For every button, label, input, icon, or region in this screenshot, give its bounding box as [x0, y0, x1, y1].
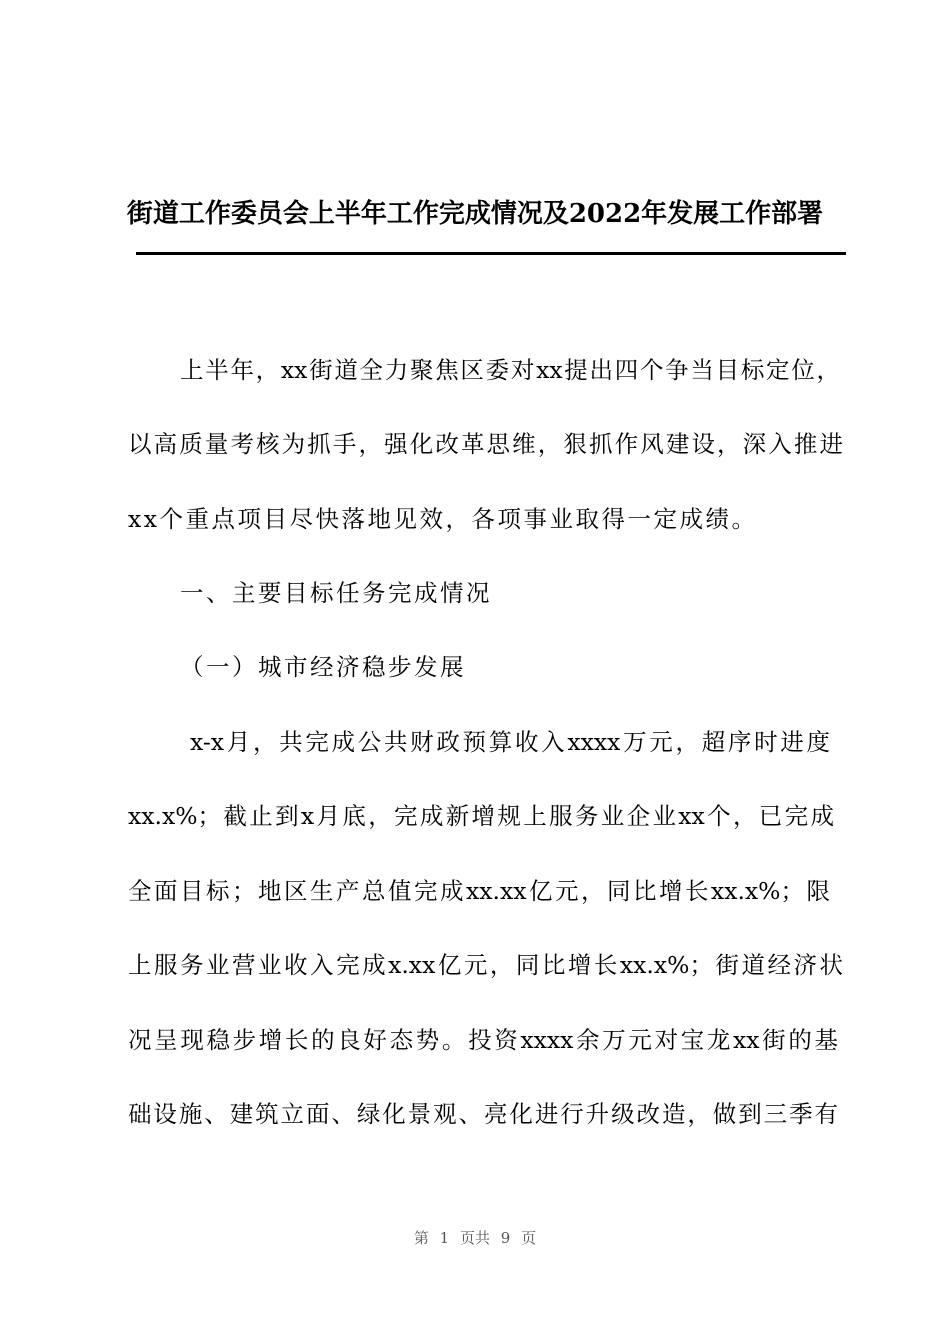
- body-line-1: 上半年，xx街道全力聚焦区委对xx提出四个争当目标定位，: [180, 356, 840, 384]
- page-footer: 第 1 页共 9 页: [413, 1229, 537, 1247]
- section-heading: 一、主要目标任务完成情况: [180, 579, 492, 607]
- title-underline: [136, 252, 846, 255]
- body-line-9: 础设施、建筑立面、绿化景观、亮化进行升级改造，做到三季有: [128, 1100, 838, 1128]
- body-line-6: 全面目标；地区生产总值完成xx.xx亿元，同比增长xx.x%；限: [128, 877, 830, 905]
- body-line-8: 况呈现稳步增长的良好态势。投资xxxx余万元对宝龙xx街的基: [128, 1026, 838, 1054]
- body-line-5: xx.x%；截止到x月底，完成新增规上服务业企业xx个，已完成: [128, 802, 834, 830]
- body-line-2: 以高质量考核为抓手，强化改革思维，狠抓作风建设，深入推进: [128, 430, 843, 458]
- subsection-heading: （一）城市经济稳步发展: [180, 653, 466, 681]
- body-line-3: xx个重点项目尽快落地见效，各项事业取得一定成绩。: [128, 505, 758, 533]
- body-line-7: 上服务业营业收入完成x.xx亿元，同比增长xx.x%；街道经济状: [128, 951, 843, 979]
- body-line-4: x-x月，共完成公共财政预算收入xxxx万元，超序时进度: [190, 728, 830, 756]
- document-title: 街道工作委员会上半年工作完成情况及2022年发展工作部署: [126, 199, 824, 229]
